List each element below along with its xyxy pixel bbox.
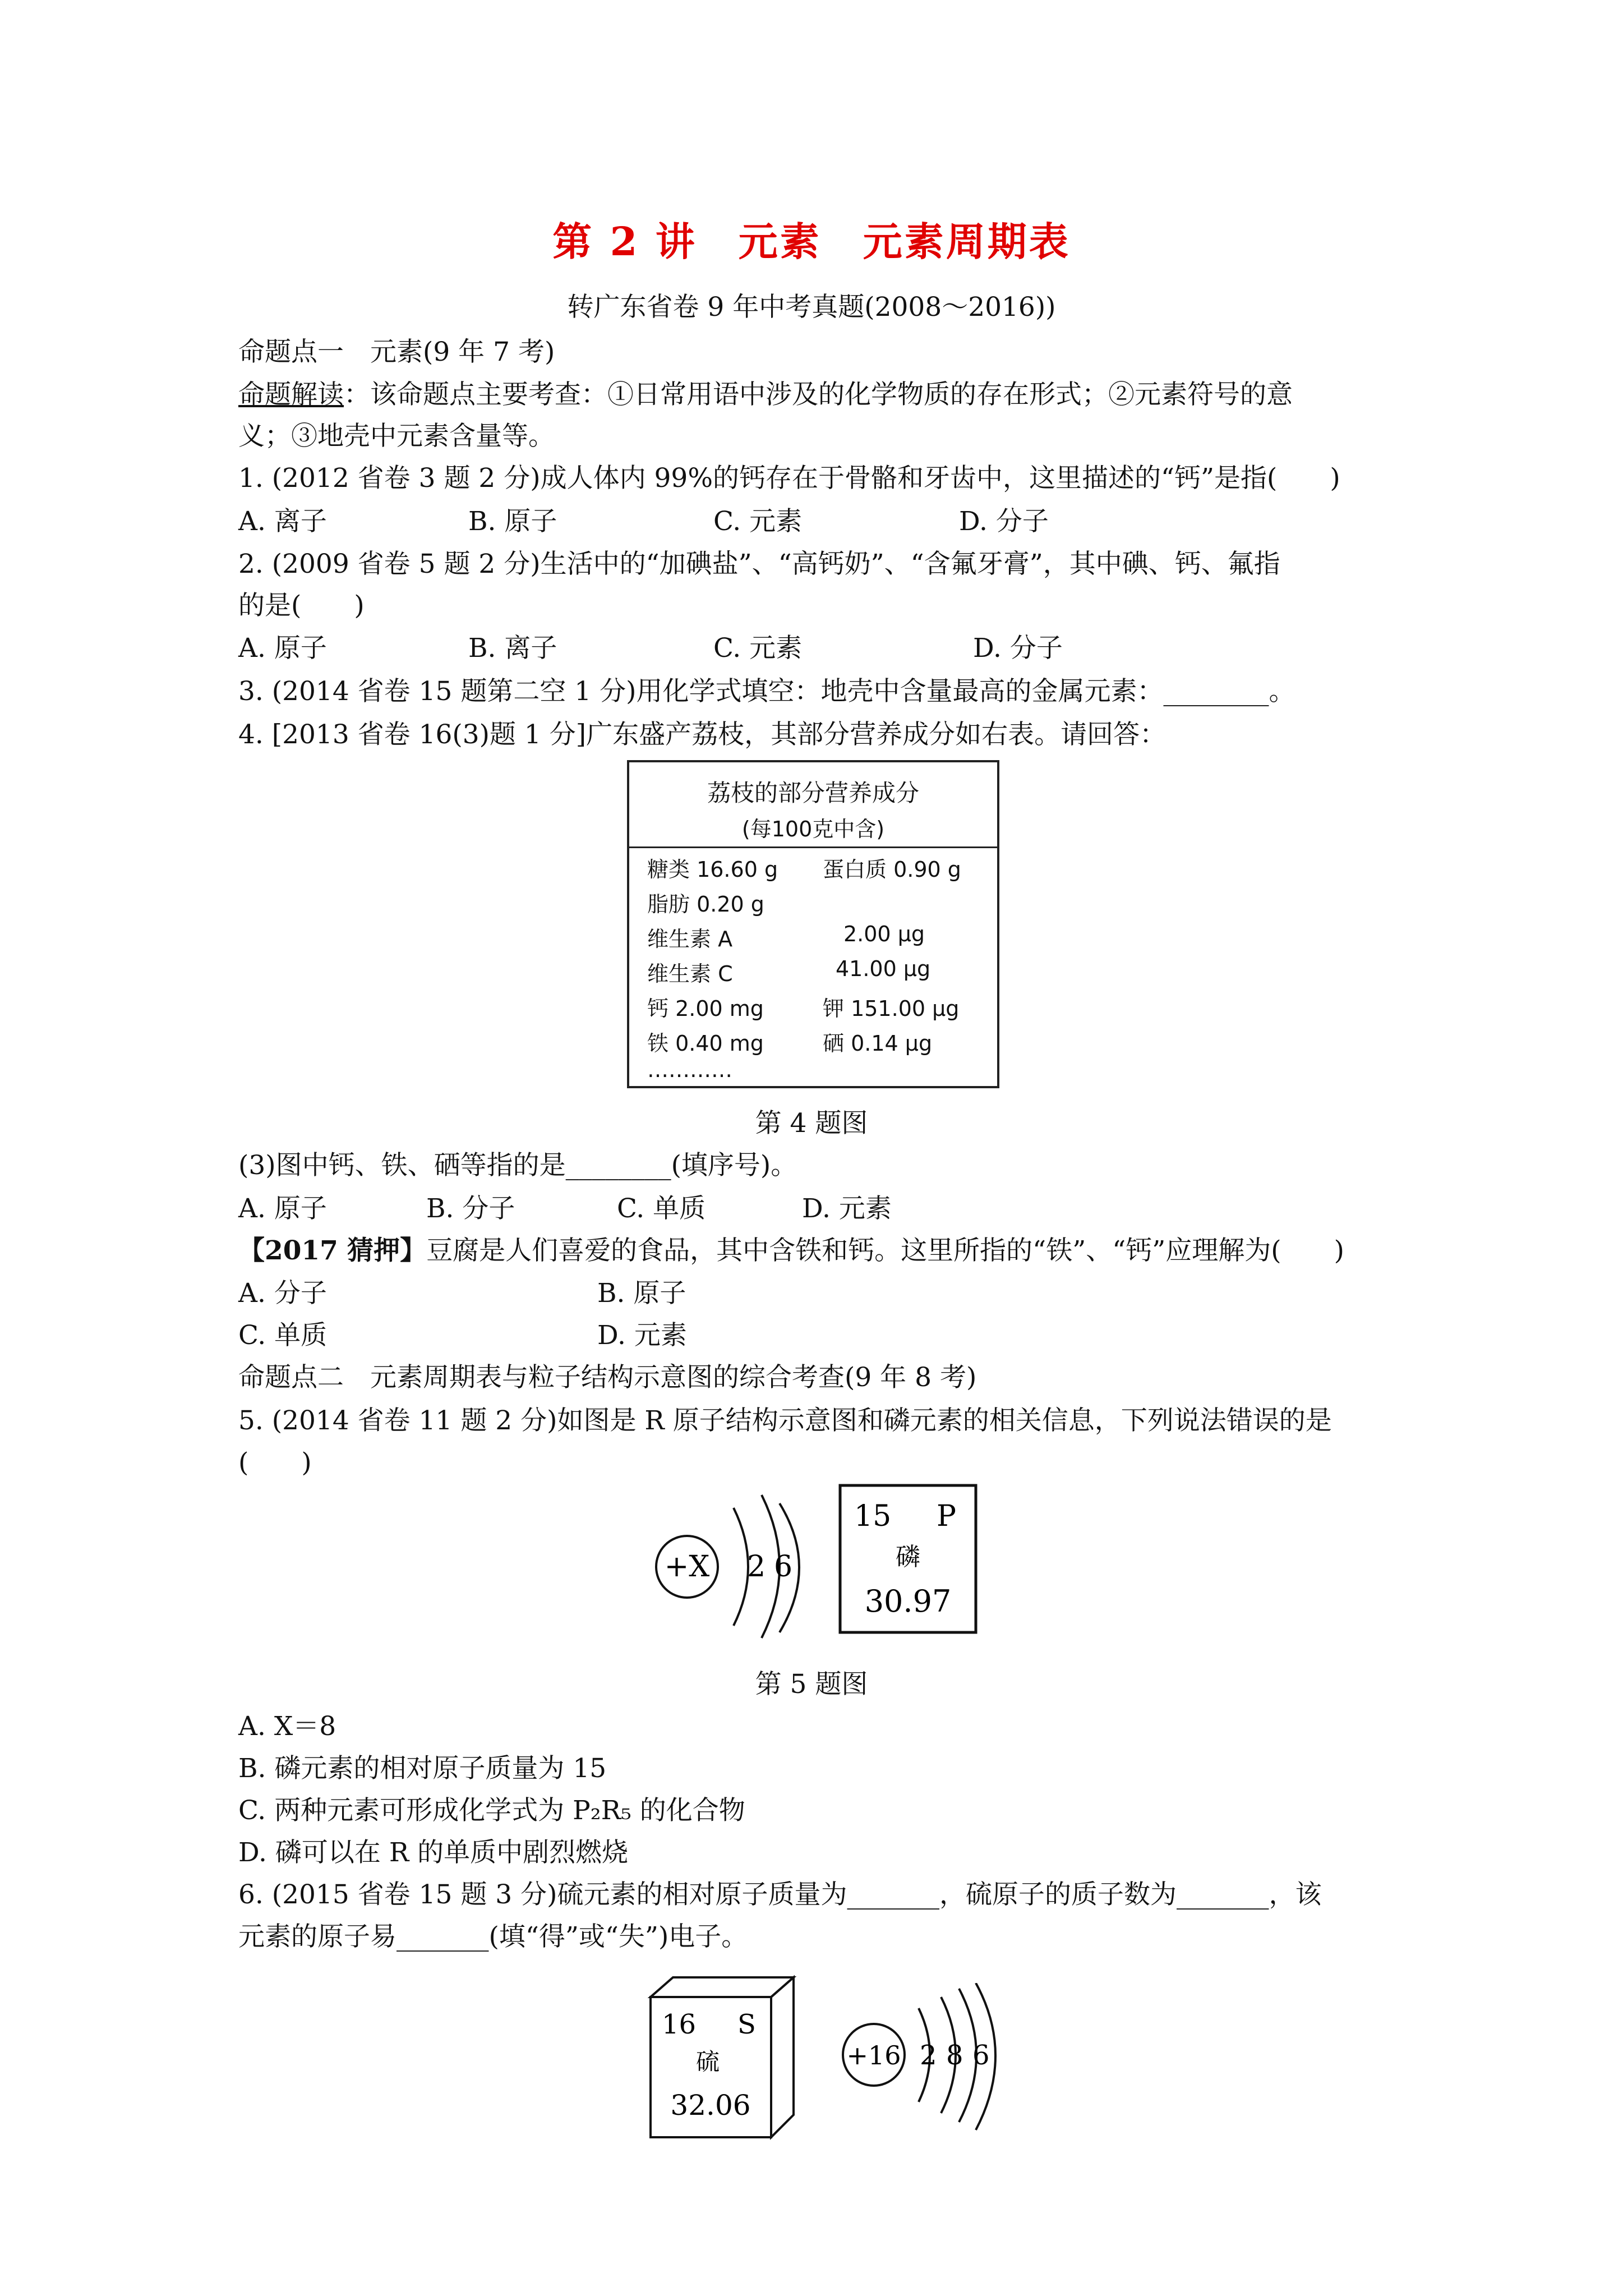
reading-text: ：该命题点主要考查：①日常用语中涉及的化学物质的存在形式；②元素符号的意 [344, 379, 1293, 410]
reading-label: 命题解读 [238, 379, 344, 410]
element-symbol: S [737, 2009, 756, 2040]
guess-line [238, 1230, 1344, 1267]
r-atom-structure-diagram [651, 1492, 836, 1644]
sulfur-element-card [639, 1975, 796, 2143]
q2-stem-2: 的是( ) [238, 590, 365, 621]
cube-top-face [651, 1977, 794, 1997]
atomic-number: 16 [662, 2009, 697, 2040]
atomic-number: 15 [854, 1499, 892, 1533]
section1-heading: 命题点一 元素(9 年 7 考) [238, 337, 555, 367]
table-cell: 铁 0.40 mg [647, 1031, 764, 1056]
table-cell: 2.00 μg [843, 922, 925, 946]
q4-sub-question: (3)图中钙、铁、硒等指的是________(填序号)。 [238, 1150, 797, 1181]
guess-label: 【2017 猜押】 [238, 1235, 427, 1266]
q1-option-d: D. 分子 [959, 506, 1049, 537]
q5-option-a: A. X＝8 [238, 1711, 336, 1742]
q2-option-c: C. 元素 [713, 633, 803, 664]
shell-electron-count: 6 [972, 2040, 990, 2071]
table-cell: 钾 151.00 μg [823, 996, 960, 1021]
page-title: 第 2 讲 元素 元素周期表 [552, 218, 1071, 265]
q2-stem: 2. (2009 省卷 5 题 2 分)生活中的“加碘盐”、“高钙奶”、“含氟牙膏”，其中碘、钙、氟指 [238, 549, 1280, 579]
table-cell: 蛋白质 0.90 g [823, 857, 961, 882]
q5-option-d: D. 磷可以在 R 的单质中剧烈燃烧 [238, 1837, 629, 1868]
guess-option-c: C. 单质 [238, 1320, 328, 1351]
q5-stem: 5. (2014 省卷 11 题 2 分)如图是 R 原子结构示意图和磷元素的相关信息，下列说法错误的是 [238, 1405, 1332, 1436]
element-symbol: P [937, 1499, 956, 1533]
reading-line [238, 374, 1293, 411]
q1-stem: 1. (2012 省卷 3 题 2 分)成人体内 99%的钙存在于骨骼和牙齿中，这里描述的“钙”是指( ) [238, 463, 1340, 494]
section2-heading: 命题点二 元素周期表与粒子结构示意图的综合考查(9 年 8 考) [238, 1362, 977, 1393]
guess-option-d: D. 元素 [597, 1320, 687, 1351]
guess-option-a: A. 分子 [238, 1278, 327, 1309]
sulfur-atom-structure-diagram [836, 1983, 1021, 2134]
reading-text-2: 义；③地壳中元素含量等。 [238, 421, 555, 452]
table-cell: 脂肪 0.20 g [647, 892, 764, 917]
atomic-mass: 30.97 [864, 1584, 952, 1619]
q5-option-c: C. 两种元素可形成化学式为 P₂R₅ 的化合物 [238, 1795, 745, 1826]
q4-option-a: A. 原子 [238, 1193, 327, 1224]
element-name: 硫 [695, 2048, 720, 2076]
q4-option-c: C. 单质 [617, 1193, 706, 1224]
shell-electron-count: 6 [774, 1550, 793, 1584]
atomic-mass: 32.06 [670, 2089, 751, 2122]
table-cell: 糖类 16.60 g [647, 857, 778, 882]
q1-option-b: B. 原子 [468, 506, 557, 537]
q4-caption: 第 4 题图 [755, 1108, 868, 1139]
q5-stem-2: ( ) [238, 1447, 312, 1478]
q2-option-b: B. 离子 [468, 633, 557, 664]
table-cell: 钙 2.00 mg [647, 996, 764, 1021]
guess-text: 豆腐是人们喜爱的食品，其中含铁和钙。这里所指的“铁”、“钙”应理解为( ) [426, 1235, 1344, 1266]
q1-option-a: A. 离子 [238, 506, 327, 537]
q2-option-d: D. 分子 [973, 633, 1063, 664]
nutrition-table [627, 760, 999, 1088]
q4-stem: 4. [2013 省卷 16(3)题 1 分]广东盛产荔枝，其部分营养成分如右表。请回答： [238, 719, 1166, 750]
q1-option-c: C. 元素 [713, 506, 803, 537]
guess-option-b: B. 原子 [597, 1278, 686, 1309]
nucleus-label: +X [664, 1550, 710, 1584]
element-name: 磷 [896, 1543, 920, 1571]
cube-side-face [771, 1977, 794, 2137]
shell-electron-count: 8 [946, 2040, 963, 2071]
table-cell: 41.00 μg [836, 956, 931, 981]
q6-stem-2: 元素的原子易_______(填“得”或“失”)电子。 [238, 1921, 748, 1952]
q3-stem: 3. (2014 省卷 15 题第二空 1 分)用化学式填空：地壳中含量最高的金属元素：________。 [238, 676, 1295, 707]
q5-option-b: B. 磷元素的相对原子质量为 15 [238, 1753, 607, 1784]
nutrition-table-subtitle: (每100克中含) [741, 817, 885, 841]
nutrition-table-header [629, 762, 997, 848]
table-cell: 维生素 A [647, 927, 733, 951]
q4-option-d: D. 元素 [802, 1193, 892, 1224]
electron-shell-arc [734, 1508, 748, 1626]
q6-stem: 6. (2015 省卷 15 题 3 分)硫元素的相对原子质量为_______，硫原子的质子数为_______，该 [238, 1879, 1322, 1910]
nucleus-label: +16 [846, 2040, 901, 2070]
q5-caption: 第 5 题图 [755, 1669, 868, 1700]
shell-electron-count: 2 [920, 2040, 937, 2071]
phosphorus-element-card [838, 1484, 979, 1635]
table-cell: 维生素 C [647, 961, 733, 986]
page-subtitle: 转广东省卷 9 年中考真题(2008～2016)) [567, 292, 1056, 323]
table-cell: ………… [647, 1057, 732, 1082]
nutrition-table-title: 荔枝的部分营养成分 [707, 779, 919, 807]
shell-electron-count: 2 [747, 1550, 766, 1584]
table-cell: 硒 0.14 μg [823, 1031, 933, 1056]
q2-option-a: A. 原子 [238, 633, 327, 664]
q4-option-b: B. 分子 [426, 1193, 515, 1224]
